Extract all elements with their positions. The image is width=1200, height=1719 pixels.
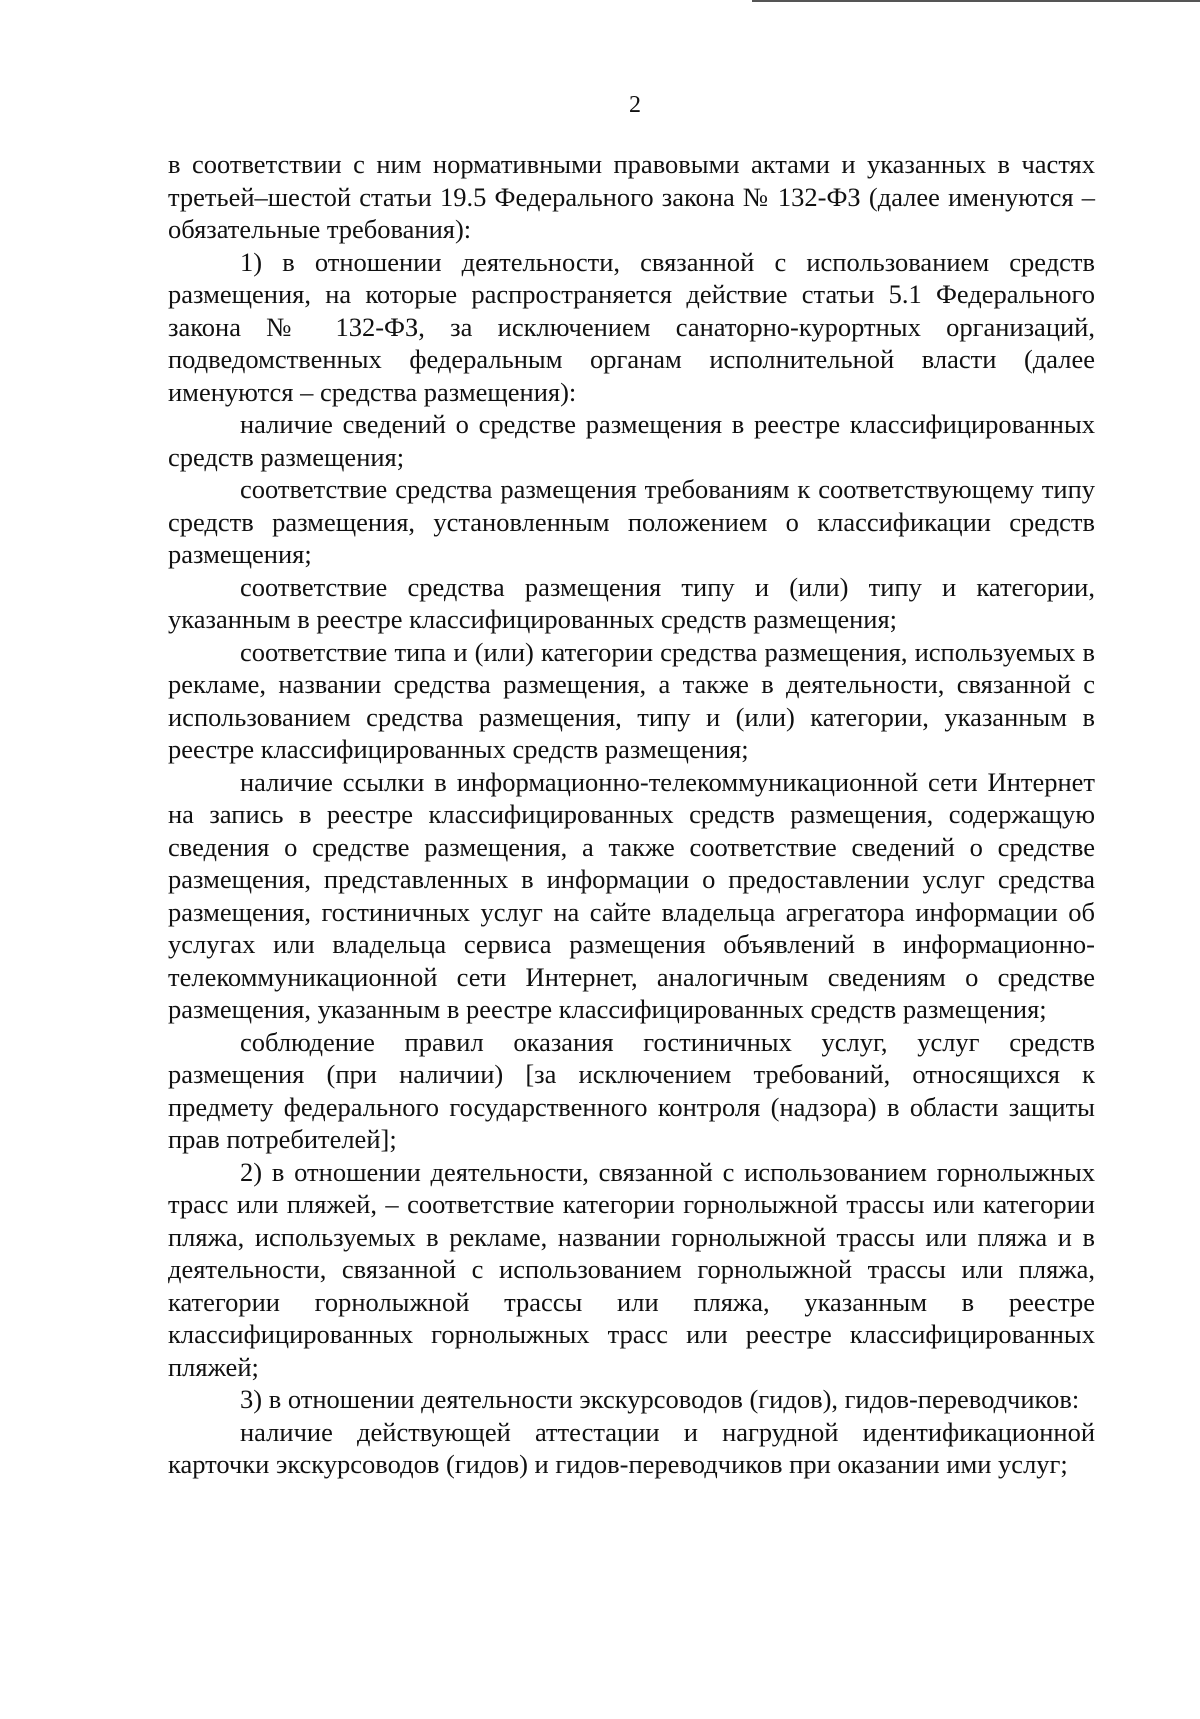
paragraph-2: 1) в отношении деятельности, связанной с использованием средств размещения, на которые распространяется действие статьи 5.1 Федерального закона № 132-ФЗ, за исключением санаторно-курортных организаций, подведомственных федеральным органам исполнительной власти (далее именуются – средства размещения):: [168, 246, 1095, 407]
paragraph-7: наличие ссылки в информационно-телекоммуникационной сети Интернет на запись в реестре классифицированных средств размещения, содержащую сведения о средстве размещения, а также соответствие сведений о средстве размещения, представленных в информации о предоставлении услуг средства размещения, гостиничных услуг на сайте владельца агрегатора информации об услугах или владельца сервиса размещения объявлений в информационно-телекоммуникационной сети Интернет, аналогичным сведениям о средстве размещения, указанным в реестре классифицированных средств размещения;: [168, 766, 1095, 1024]
top-edge-rule: [752, 0, 1200, 2]
paragraph-10: 3) в отношении деятельности экскурсоводов (гидов), гидов-переводчиков:: [240, 1384, 1080, 1414]
paragraph-4: соответствие средства размещения требованиям к соответствующему типу средств размещения, установленным положением о классификации средств размещения;: [168, 474, 1095, 569]
paragraph-6: соответствие типа и (или) категории средства размещения, используемых в рекламе, названии средства размещения, а также в деятельности, связанной с использованием средства размещения, типу и (или) категории, указанным в реестре классифицированных средств размещения;: [168, 636, 1095, 764]
page-number: 2: [629, 92, 641, 118]
paragraph-11: наличие действующей аттестации и нагрудной идентификационной карточки экскурсоводов (гидов) и гидов-переводчиков при оказании ими услуг;: [168, 1416, 1095, 1479]
paragraph-1: в соответствии с ним нормативными правовыми актами и указанных в частях третьей–шестой статьи 19.5 Федерального закона № 132-ФЗ (далее именуются – обязательные требования):: [168, 149, 1095, 244]
paragraph-8: соблюдение правил оказания гостиничных услуг, услуг средств размещения (при наличии) [за исключением требований, относящихся к предмету федерального государственного контроля (надзора) в области защиты прав потребителей];: [168, 1026, 1095, 1154]
document-body: [168, 148, 1095, 1481]
paragraph-9: 2) в отношении деятельности, связанной с использованием горнолыжных трасс или пляжей, – соответствие категории горнолыжной трассы или категории пляжа, используемых в рекламе, названии горнолыжной трассы или пляжа и в деятельности, связанной с использованием горнолыжной трассы или пляжа, категории горнолыжной трассы или пляжа, указанным в реестре классифицированных горнолыжных трасс или реестре классифицированных пляжей;: [168, 1156, 1095, 1382]
paragraph-3: наличие сведений о средстве размещения в реестре классифицированных средств размещения;: [168, 409, 1095, 472]
paragraph-5: соответствие средства размещения типу и (или) типу и категории, указанным в реестре классифицированных средств размещения;: [168, 571, 1095, 634]
